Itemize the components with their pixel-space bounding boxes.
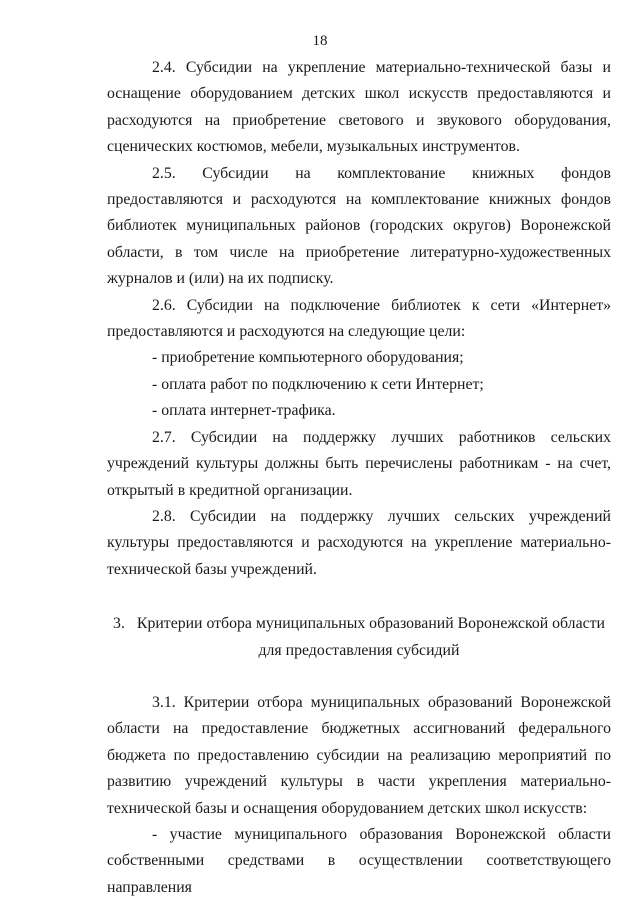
- paragraph-2-4: 2.4. Субсидии на укрепление материально-технической базы и оснащение оборудованием детских школ искусств предоставляются и расходуются на приобретение светового и звукового оборудования, сценических костюмов, мебели, музыкальных инструментов.: [107, 59, 611, 156]
- bullet-3-1-1: - участие муниципального образования Воронежской области собственными средствами в осуществлении соответствующего направления: [107, 825, 611, 896]
- section-3-title-line-1: Критерии отбора муниципальных образований Воронежской области: [136, 615, 605, 633]
- section-3-heading-line-1: [107, 611, 611, 637]
- document-body: [107, 55, 611, 901]
- list-item: - оплата работ по подключению к сети Интернет;: [152, 375, 484, 393]
- paragraph-3-1: 3.1. Критерии отбора муниципальных образований Воронежской области на предоставление бюджетных ассигнований федерального бюджета по предоставлению субсидии на реализацию мероприятий по развитию учреждений культуры в части укрепления материально-технической базы и оснащения оборудованием детских школ искусств:: [107, 693, 611, 817]
- paragraph-2-8: 2.8. Субсидии на поддержку лучших сельских учреждений культуры предоставляются и расходуются на укрепление материально-технической базы учреждений.: [107, 507, 611, 578]
- paragraph-2-5: 2.5. Субсидии на комплектование книжных фондов предоставляются и расходуются на комплектование книжных фондов библиотек муниципальных районов (городских округов) Воронежской области, в том числе на приобретение литературно-художественных журналов и (или) на их подписку.: [107, 164, 611, 288]
- paragraph-2-6: 2.6. Субсидии на подключение библиотек к сети «Интернет» предоставляются и расходуются на следующие цели:: [107, 296, 611, 341]
- list-item: - приобретение компьютерного оборудования;: [152, 349, 464, 367]
- section-3-title-line-2: для предоставления субсидий: [258, 641, 460, 659]
- section-3-number: 3.: [113, 615, 125, 633]
- section-3-heading: [107, 611, 611, 664]
- list-item: - оплата интернет-трафика.: [152, 402, 336, 420]
- page-number: 18: [312, 33, 328, 49]
- paragraph-2-7: 2.7. Субсидии на поддержку лучших работников сельских учреждений культуры должны быть перечислены работникам - на счет, открытый в кредитной организации.: [107, 428, 611, 499]
